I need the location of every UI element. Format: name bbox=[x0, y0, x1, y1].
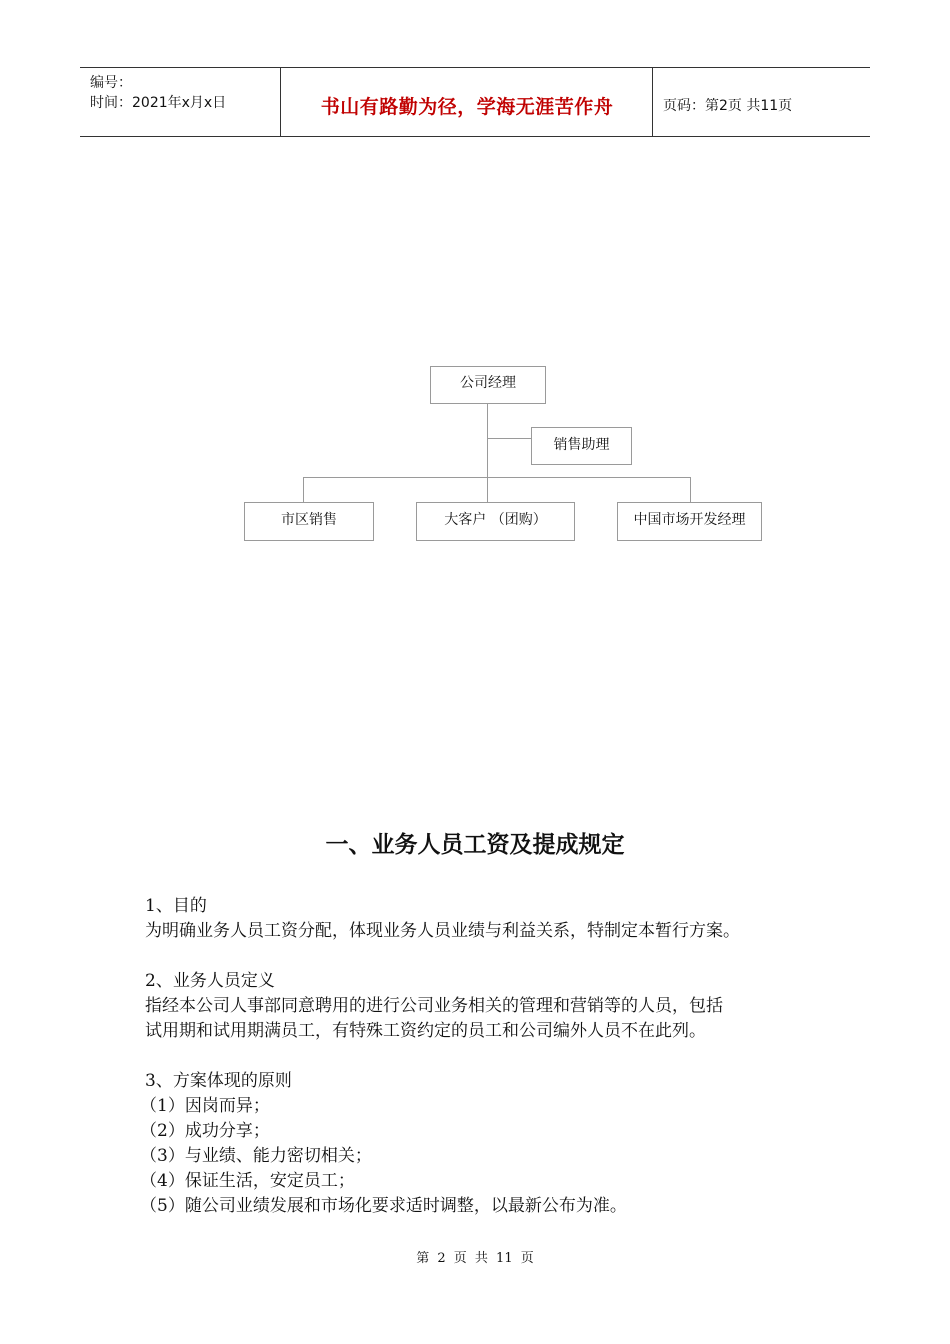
connector-child-1 bbox=[303, 477, 304, 502]
connector-child-3 bbox=[690, 477, 691, 502]
connector-child-2 bbox=[487, 477, 488, 502]
section-3-item-4: （4）保证生活，安定员工； bbox=[140, 1171, 355, 1191]
section-2-heading: 2、业务人员定义 bbox=[145, 971, 275, 991]
org-node-key-accounts: 大客户 （团购） bbox=[416, 502, 575, 541]
section-3-item-3: （3）与业绩、能力密切相关； bbox=[140, 1146, 372, 1166]
section-3-item-5: （5）随公司业绩发展和市场化要求适时调整，以最新公布为准。 bbox=[140, 1196, 627, 1216]
org-node-city-sales: 市区销售 bbox=[244, 502, 374, 541]
connector-assistant bbox=[488, 438, 531, 439]
connector-root-down bbox=[487, 404, 488, 477]
section-title: 一、业务人员工资及提成规定 bbox=[325, 832, 625, 858]
section-1-line-1: 为明确业务人员工资分配，体现业务人员业绩与利益关系，特制定本暂行方案。 bbox=[145, 921, 740, 941]
org-node-manager: 公司经理 bbox=[430, 366, 546, 404]
org-node-assistant: 销售助理 bbox=[531, 427, 632, 465]
org-node-china-market: 中国市场开发经理 bbox=[617, 502, 762, 541]
section-2-line-1: 指经本公司人事部同意聘用的进行公司业务相关的管理和营销等的人员，包括 bbox=[145, 996, 723, 1016]
section-1-heading: 1、目的 bbox=[145, 896, 207, 916]
header-number: 编号： bbox=[90, 75, 132, 91]
section-3-heading: 3、方案体现的原则 bbox=[145, 1071, 292, 1091]
header-motto: 书山有路勤为径，学海无涯苦作舟 bbox=[320, 96, 614, 118]
header-page-number: 页码：第2页 共11页 bbox=[663, 98, 793, 114]
connector-horizontal bbox=[303, 477, 691, 478]
section-3-item-1: （1）因岗而异； bbox=[140, 1096, 270, 1116]
section-3-item-2: （2）成功分享； bbox=[140, 1121, 270, 1141]
page-footer: 第 2 页 共 11 页 bbox=[416, 1251, 534, 1266]
org-chart bbox=[0, 0, 950, 600]
section-2-line-2: 试用期和试用期满员工，有特殊工资约定的员工和公司编外人员不在此列。 bbox=[145, 1021, 706, 1041]
header-time: 时间：2021年x月x日 bbox=[90, 95, 227, 111]
